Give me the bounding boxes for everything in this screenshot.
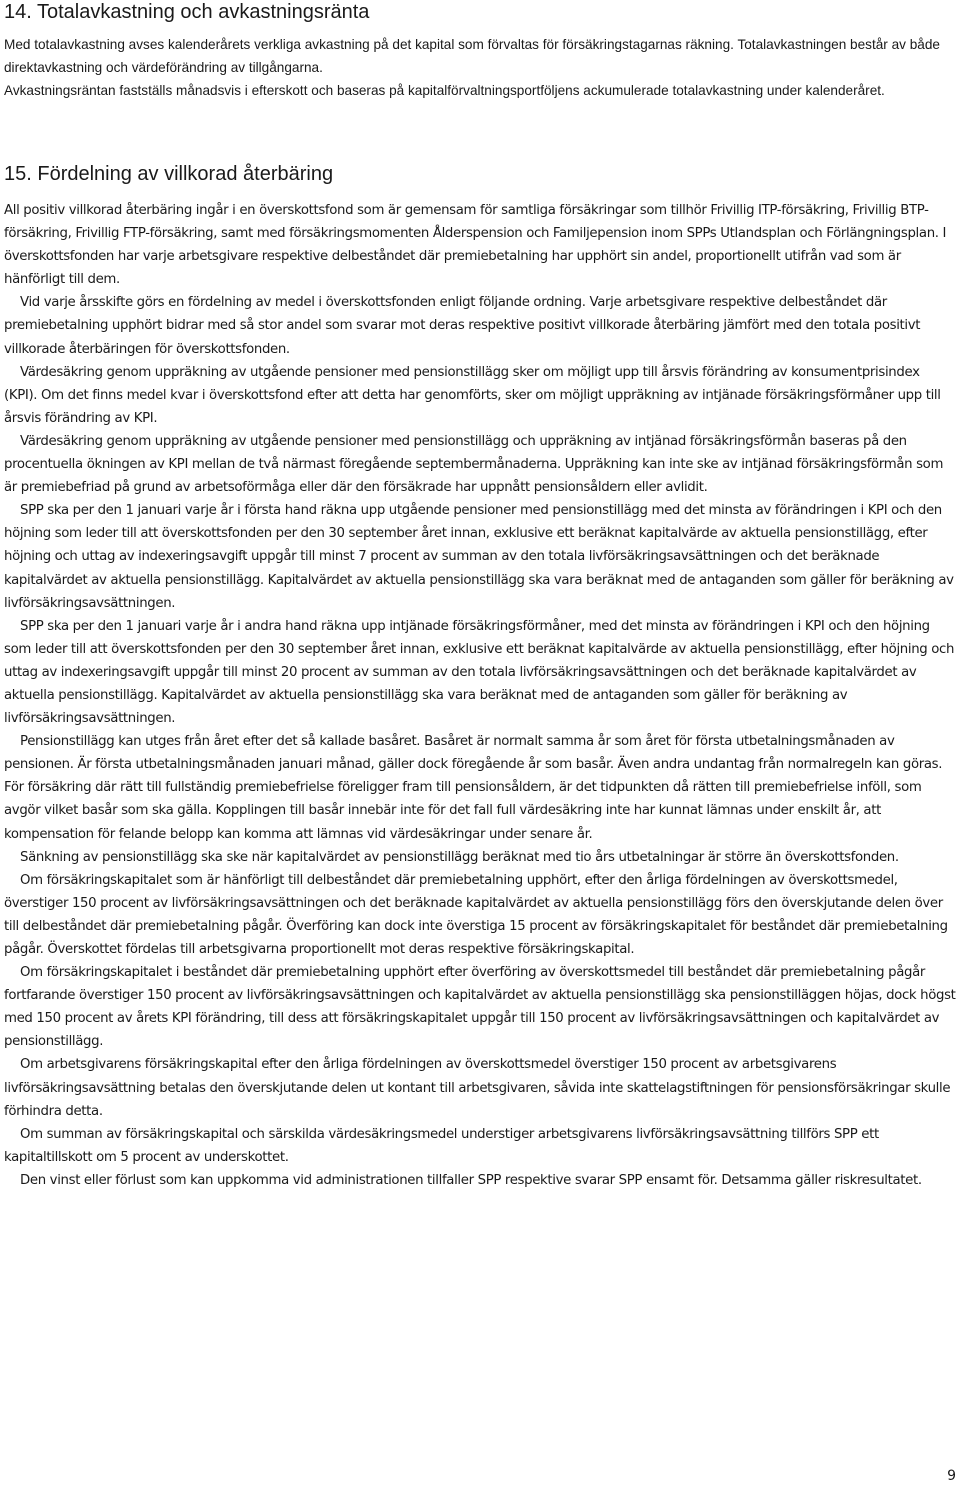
section-15-paragraph: Vid varje årsskifte görs en fördelning av medel i överskottsfonden enligt följande ordning. Varje arbetsgivare respektive delbeståndet där premiebetalning upphört bidrar med så stor andel som svarar mot deras respektive positivt villkorade återbäring jämfört med den totala positivt villkorade återbäringen för överskottsfonden. <box>4 295 921 357</box>
section-15-heading: 15. Fördelning av villkorad återbäring <box>4 163 334 185</box>
section-15-paragraph: Om försäkringskapitalet som är hänförligt till delbeståndet där premiebetalning upphört, efter den årliga fördelningen av överskottsmedel, överstiger 150 procent av livförsäkringsavsättningen och det beräknade kapitalvärdet av aktuella pensionstillägg förs den överskjutande delen över till delbeståndet där premiebetalning pågår. Överföring kan dock inte överstiga 15 procent av försäkringskapitalet för beståndet där premiebetalning pågår. Överskottet fördelas till arbetsgivarna proportionellt mot deras respektive försäkringskapital. <box>4 872 948 957</box>
section-15-paragraph: Om summan av försäkringskapital och särskilda värdesäkringsmedel understiger arbetsgivarens livförsäkringsavsättning tillförs SPP ett kapitaltillskott om 5 procent av underskottet. <box>4 1126 879 1165</box>
section-15 <box>4 162 956 1192</box>
page-number: 9 <box>947 1468 956 1484</box>
section-14-paragraph: Avkastningsräntan fastställs månadsvis i efterskott och baseras på kapitalförvaltningsportföljens ackumulerade totalavkastning under kalenderåret. <box>4 83 885 98</box>
section-15-paragraph: Pensionstillägg kan utges från året efter det så kallade basåret. Basåret är normalt samma år som året för första utbetalningsmånaden av pensionen. Är första utbetalningsmånaden januari månad, gäller dock föregående år som basår. Även andra undantag från normalregeln kan göras. För försäkring där rätt till fullständig premiebefrielse föreligger fram till pensionsåldern, är det tidpunkten då rätten till premiebefrielse inföll, som avgör vilket basår som ska gälla. Kopplingen till basår innebär inte för det fall full värdesäkring inte har kunnat lämnas under enskilt år, att kompensation för felande belopp kan komma att lämnas vid värdesäkringar under senare år. <box>4 734 943 842</box>
section-15-paragraph: Sänkning av pensionstillägg ska ske när kapitalvärdet av pensionstillägg beräknat med tio års utbetalningar är större än överskottsfonden. <box>20 849 899 865</box>
section-14 <box>4 0 956 102</box>
section-15-paragraph: SPP ska per den 1 januari varje år i första hand räkna upp utgående pensioner med pensionstillägg med det minsta av förändringen i KPI och den höjning som leder till att överskottsfonden per den 30 september året innan, exklusive ett beräknat kapitalvärde av aktuella pensionstillägg, efter höjning och uttag av indexeringsavgift uppgår till minst 7 procent av summan av den totala livförsäkringsavsättningen och det beräknade kapitalvärdet av aktuella pensionstillägg. Kapitalvärdet av aktuella pensionstillägg ska vara beräknat med de antaganden som gäller för beräkning av livförsäkringsavsättningen. <box>4 503 954 611</box>
section-15-paragraph: Om arbetsgivarens försäkringskapital efter den årliga fördelningen av överskottsmedel överstiger 150 procent av arbetsgivarens livförsäkringsavsättning betalas den överskjutande delen ut kontant till arbetsgivaren, såvida inte skattelagstiftningen för pensionsförsäkringar skulle förhindra detta. <box>4 1057 951 1119</box>
section-15-paragraph: Värdesäkring genom uppräkning av utgående pensioner med pensionstillägg och uppräkning av intjänad försäkringsförmån baseras på den procentuella ökningen av KPI mellan de två närmast föregående septembermånaderna. Uppräkning kan inte ske av intjänad försäkringsförmån som är premiebefriad på grund av arbetsoförmåga eller där den försäkrade har uppnått pensionsåldern eller avlidit. <box>4 433 944 496</box>
section-15-paragraph: SPP ska per den 1 januari varje år i andra hand räkna upp intjänade försäkringsförmåner, med det minsta av förändringen i KPI och den höjning som leder till att överskottsfonden per den 30 september året innan, exklusive ett beräknat kapitalvärde av aktuella pensionstillägg, efter höjning och uttag av indexeringsavgift uppgår till minst 20 procent av summan av den totala livförsäkringsavsättningen och det beräknade kapitalvärdet av aktuella pensionstillägg. Kapitalvärdet av aktuella pensionstillägg ska vara beräknat med de antaganden som gäller för beräkning av livförsäkringsavsättningen. <box>4 618 955 727</box>
section-15-paragraph: Värdesäkring genom uppräkning av utgående pensioner med pensionstillägg sker om möjligt upp till årsvis förändring av konsumentprisindex (KPI). Om det finns medel kvar i överskottsfond efter att detta har genomförts, sker om möjligt uppräkning av intjänade försäkringsförmåner upp till årsvis förändring av KPI. <box>4 364 941 426</box>
section-14-paragraph: Med totalavkastning avses kalenderårets verkliga avkastning på det kapital som förvaltas för försäkringstagarnas räkning. Totalavkastningen består av både direktavkastning och värdeförändring av tillgångarna. <box>4 37 940 75</box>
section-15-paragraph: All positiv villkorad återbäring ingår i en överskottsfond som är gemensam för samtliga försäkringar som tillhör Frivillig ITP-försäkring, Frivillig BTP-försäkring, Frivillig FTP-försäkring, samt med försäkringsmomenten Ålderspension och Familjepension inom SPPs Utlandsplan och Förlängningsplan. I överskottsfonden har varje arbetsgivare respektive delbeståndet där premiebetalning har upphört sin andel, proportionellt utifrån vad som är hänförligt till dem. <box>4 203 947 288</box>
section-15-paragraph: Om försäkringskapitalet i beståndet där premiebetalning upphört efter överföring av överskottsmedel till beståndet där premiebetalning pågår fortfarande överstiger 150 procent av livförsäkringsavsättningen och kapitalvärdet av aktuella pensionstillägg ska pensionstilläggen höjas, dock högst med 150 procent av årets KPI förändring, till dess att försäkringskapitalet uppgår till 150 procent av livförsäkringsavsättningen och kapitalvärdet av pensionstillägg. <box>4 965 956 1050</box>
section-14-heading: 14. Totalavkastning och avkastningsränta <box>4 1 370 23</box>
section-15-paragraph: Den vinst eller förlust som kan uppkomma vid administrationen tillfaller SPP respektive svarar SPP ensamt för. Detsamma gäller riskresultatet. <box>20 1172 922 1188</box>
